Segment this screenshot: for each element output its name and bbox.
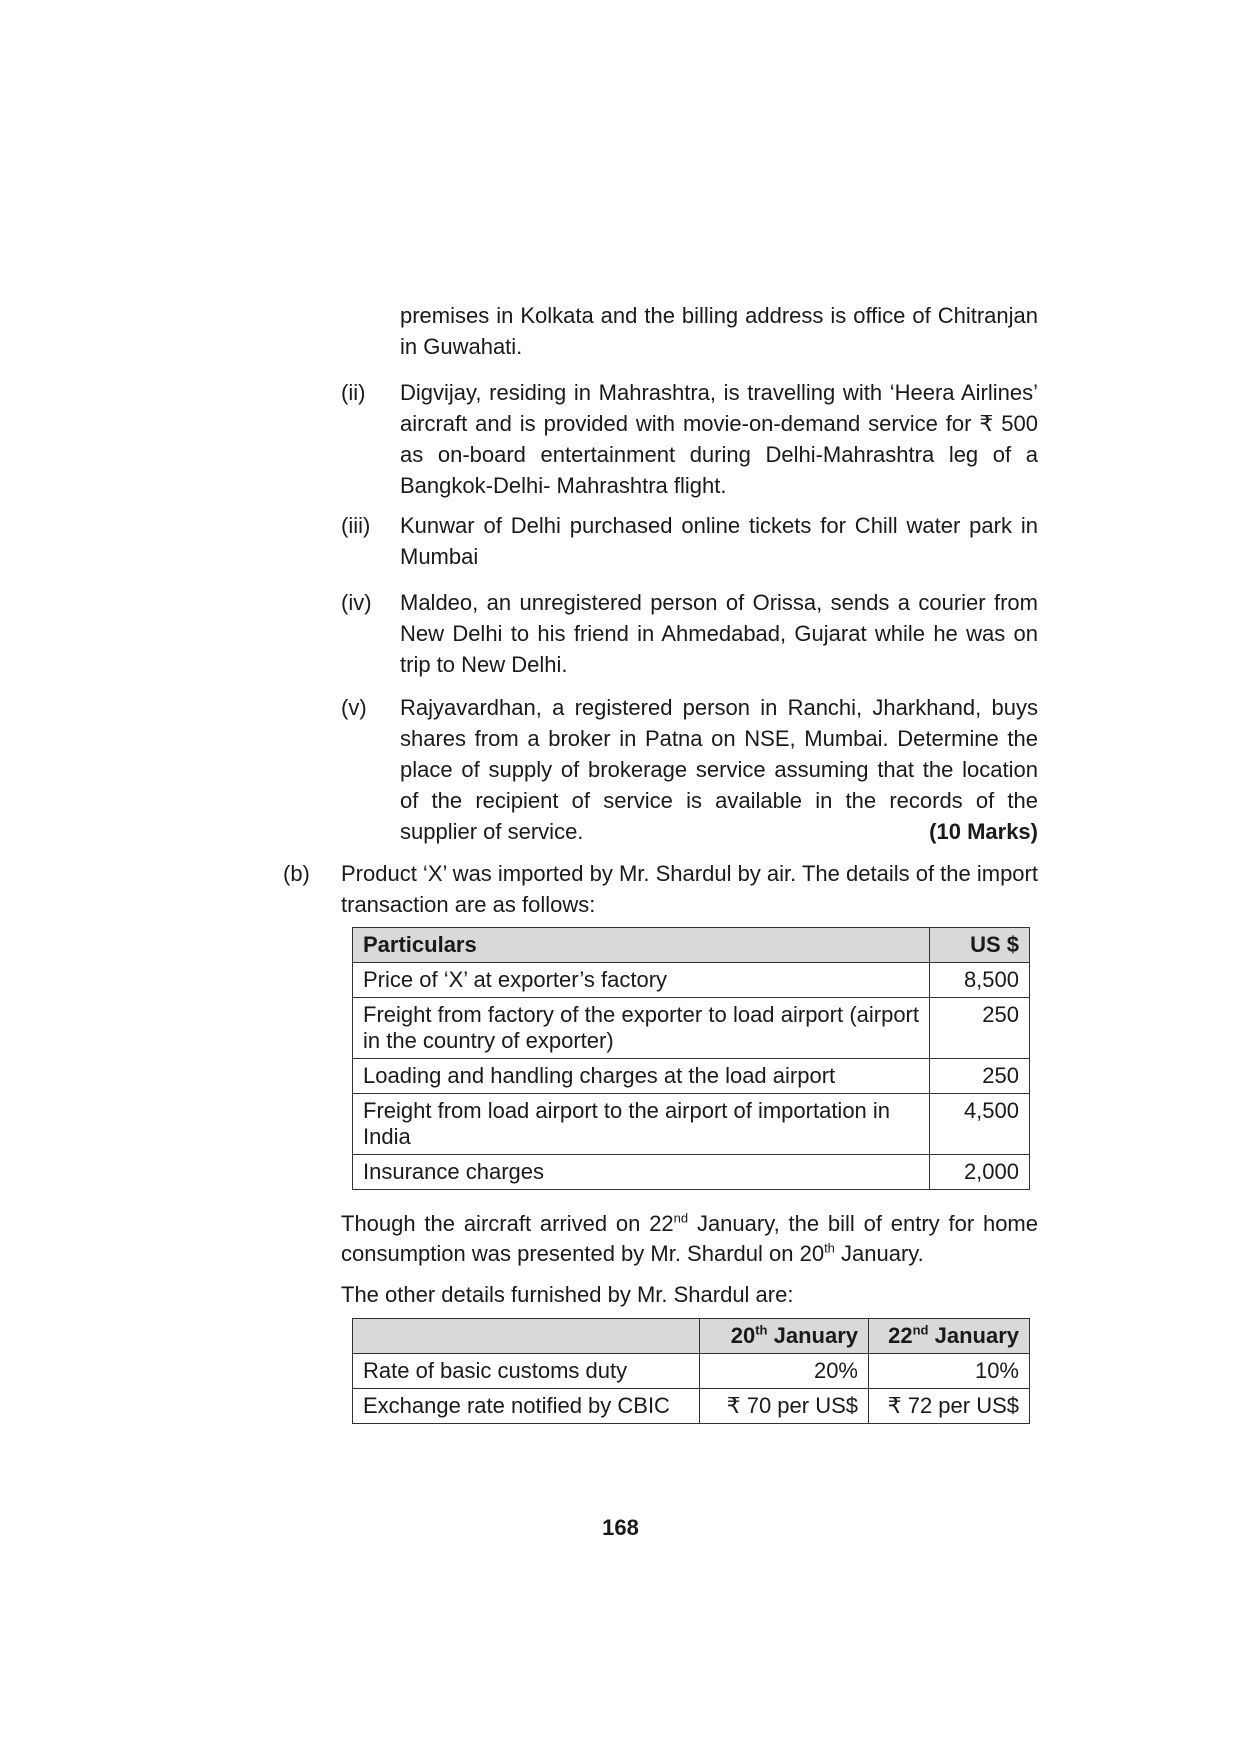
header-blank bbox=[353, 1319, 700, 1354]
other-details-line: The other details furnished by Mr. Shardul are: bbox=[341, 1282, 794, 1307]
header-22-january: 22nd January bbox=[869, 1319, 1030, 1354]
table-header-row bbox=[353, 928, 1030, 963]
table-row bbox=[353, 1354, 1030, 1389]
row-particular: Loading and handling charges at the load airport bbox=[353, 1059, 930, 1094]
arrival-sup-1: nd bbox=[673, 1210, 689, 1226]
item-ii-text: Digvijay, residing in Mahrashtra, is travelling with ‘Heera Airlines’ aircraft and is provided with movie-on-demand service for ₹ 500 as on-board entertainment during Delhi-Mahrashtra leg of a Bangkok-Delhi- Mahrashtra flight. bbox=[400, 380, 1038, 498]
row-amount: 250 bbox=[930, 998, 1030, 1059]
row-amount: 250 bbox=[930, 1059, 1030, 1094]
row-particular: Insurance charges bbox=[353, 1155, 930, 1190]
item-iv-text: Maldeo, an unregistered person of Orissa, sends a courier from New Delhi to his friend in Ahmedabad, Gujarat while he was on trip to New Delhi. bbox=[400, 590, 1038, 677]
row-particular: Freight from load airport to the airport of importation in India bbox=[353, 1094, 930, 1155]
item-iv-label: (iv) bbox=[341, 590, 372, 615]
row-amount: 8,500 bbox=[930, 963, 1030, 998]
part-b-label: (b) bbox=[283, 861, 310, 886]
table-row bbox=[353, 1059, 1030, 1094]
item-v-body: Rajyavardhan, a registered person in Ranchi, Jharkhand, buys shares from a broker in Patna on NSE, Mumbai. Determine the place of supply of brokerage service assuming that the location of the recipient of service is available in the records of the supplier of service. bbox=[400, 695, 1038, 844]
row-particular: Price of ‘X’ at exporter’s factory bbox=[353, 963, 930, 998]
table-row bbox=[353, 998, 1030, 1059]
item-iii-label: (iii) bbox=[341, 513, 371, 538]
page-number: 168 bbox=[602, 1515, 639, 1540]
item-v-text bbox=[400, 692, 1038, 847]
table-row bbox=[353, 1389, 1030, 1424]
item-i-continuation: premises in Kolkata and the billing address is office of Chitranjan in Guwahati. bbox=[400, 303, 1038, 359]
row-amount: 4,500 bbox=[930, 1094, 1030, 1155]
arrival-paragraph bbox=[341, 1209, 1038, 1269]
rates-table bbox=[352, 1318, 1030, 1424]
header-usd: US $ bbox=[930, 928, 1030, 963]
part-b-intro: Product ‘X’ was imported by Mr. Shardul by air. The details of the import transaction are as follows: bbox=[341, 861, 1038, 917]
row-label: Rate of basic customs duty bbox=[353, 1354, 700, 1389]
arrival-text-1: Though the aircraft arrived on 22 bbox=[341, 1211, 674, 1236]
row-value-20-jan: ₹ 70 per US$ bbox=[700, 1389, 869, 1424]
row-value-20-jan: 20% bbox=[700, 1354, 869, 1389]
item-ii-label: (ii) bbox=[341, 380, 366, 405]
header-particulars: Particulars bbox=[353, 928, 930, 963]
table-row bbox=[353, 1094, 1030, 1155]
table-header-row bbox=[353, 1319, 1030, 1354]
header-20-january: 20th January bbox=[700, 1319, 869, 1354]
arrival-text-2: January, the bill of entry for home consumption was presented by Mr. Shardul on 20 bbox=[341, 1211, 1038, 1266]
row-label: Exchange rate notified by CBIC bbox=[353, 1389, 700, 1424]
row-particular: Freight from factory of the exporter to load airport (airport in the country of exporter) bbox=[353, 998, 930, 1059]
arrival-text-3: January. bbox=[834, 1241, 924, 1266]
item-v-label: (v) bbox=[341, 695, 367, 720]
item-iii-text: Kunwar of Delhi purchased online tickets for Chill water park in Mumbai bbox=[400, 513, 1038, 569]
row-value-22-jan: 10% bbox=[869, 1354, 1030, 1389]
table-row bbox=[353, 963, 1030, 998]
import-details-table bbox=[352, 927, 1030, 1190]
row-value-22-jan: ₹ 72 per US$ bbox=[869, 1389, 1030, 1424]
item-v-marks: (10 Marks) bbox=[929, 819, 1038, 844]
arrival-sup-2: th bbox=[824, 1240, 835, 1256]
table-row bbox=[353, 1155, 1030, 1190]
row-amount: 2,000 bbox=[930, 1155, 1030, 1190]
